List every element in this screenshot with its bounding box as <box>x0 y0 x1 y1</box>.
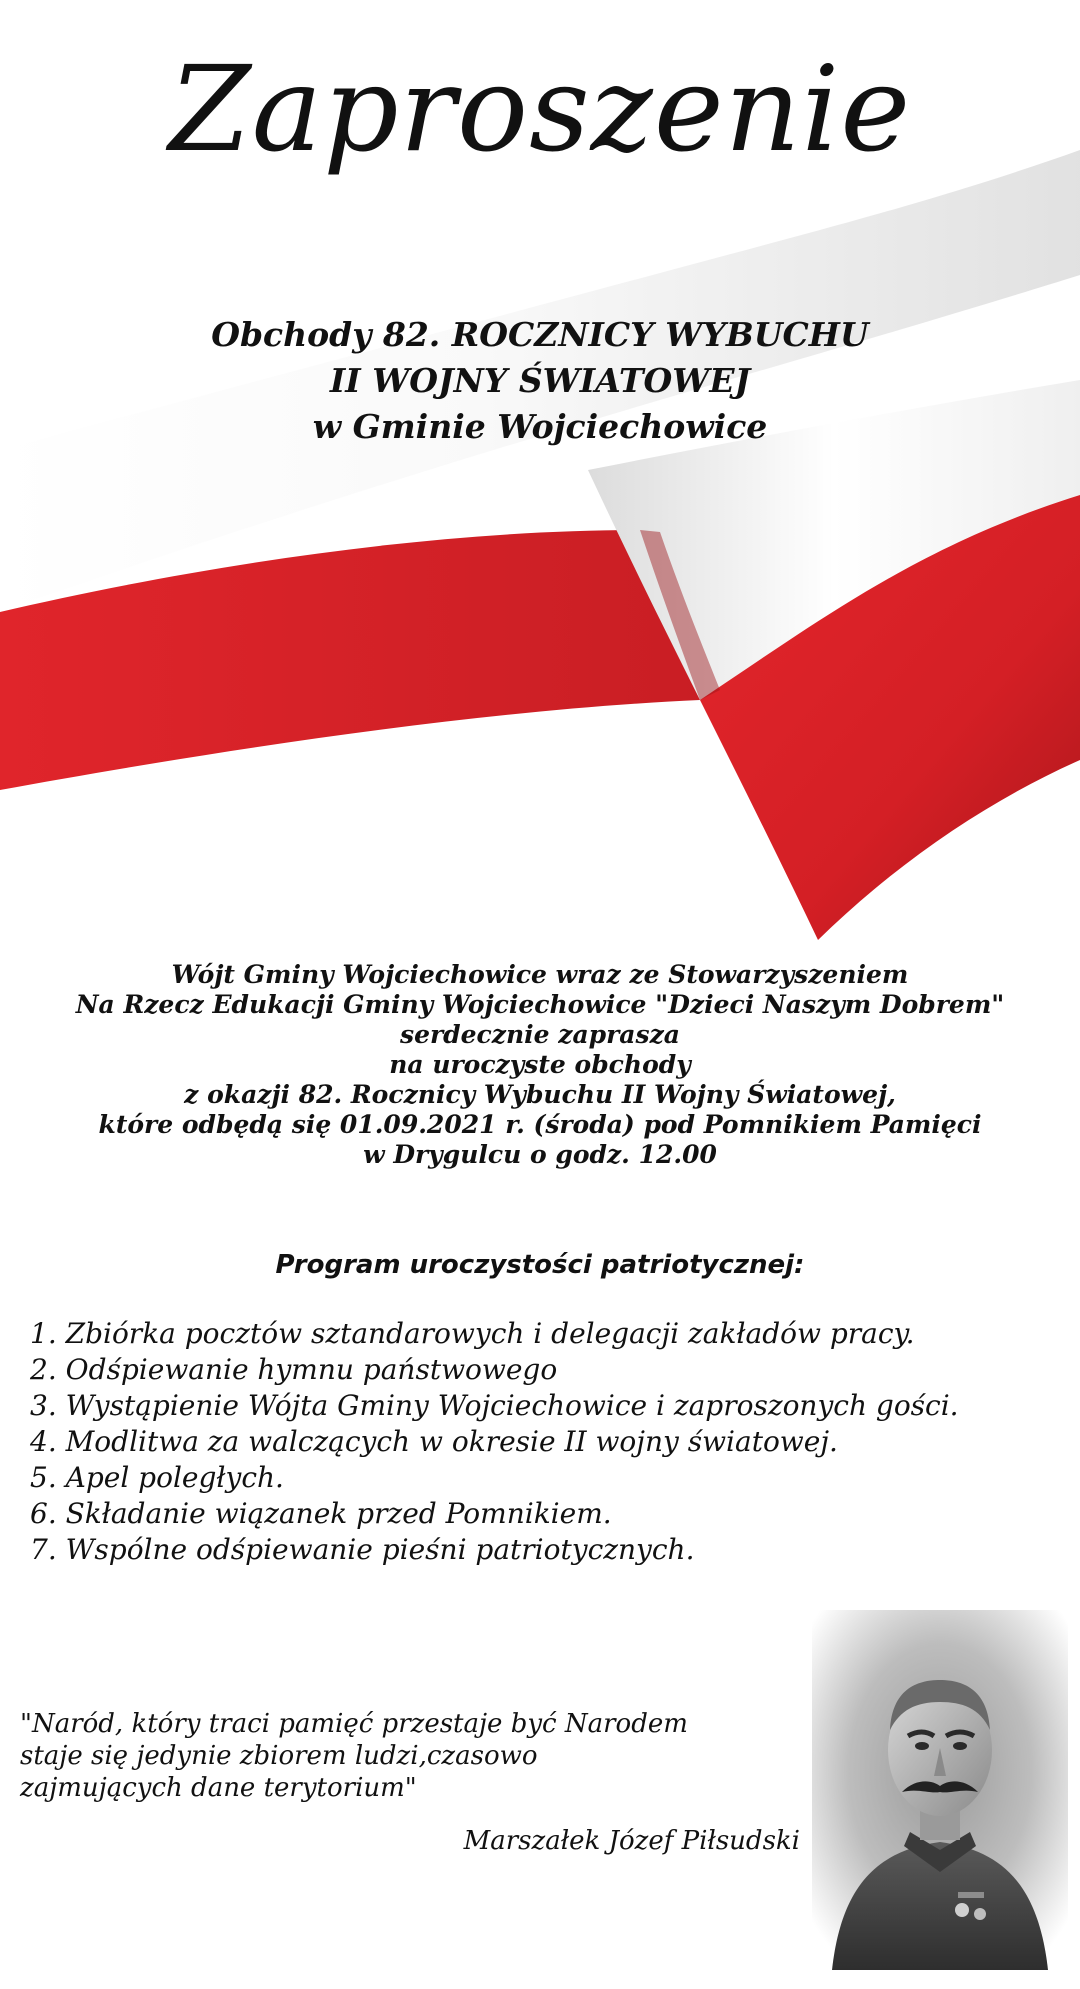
program-item: 1. Zbiórka pocztów sztandarowych i delegacji zakładów pracy. <box>30 1317 915 1350</box>
invitation-line: z okazji 82. Rocznicy Wybuchu II Wojny Światowej, <box>184 1080 896 1109</box>
invitation-line: Wójt Gminy Wojciechowice wraz ze Stowarzyszeniem <box>171 960 909 989</box>
event-subtitle-line: II WOJNY ŚWIATOWEJ <box>329 361 751 400</box>
program-item: 5. Apel poległych. <box>30 1461 284 1494</box>
program-item: 4. Modlitwa za walczących w okresie II wojny światowej. <box>30 1425 838 1458</box>
program-heading: Program uroczystości patriotycznej: <box>275 1250 805 1280</box>
invitation-text <box>0 960 1080 1170</box>
invitation-line: serdecznie zaprasza <box>400 1020 680 1049</box>
program-list <box>30 1316 1070 1568</box>
program-item: 7. Wspólne odśpiewanie pieśni patriotycznych. <box>30 1533 695 1566</box>
quote-line: zajmujących dane terytorium" <box>20 1773 417 1803</box>
quote-author: Marszałek Józef Piłsudski <box>463 1826 800 1856</box>
program-item: 6. Składanie wiązanek przed Pomnikiem. <box>30 1497 612 1530</box>
quote-line: staje się jedynie zbiorem ludzi,czasowo <box>20 1741 538 1771</box>
invitation-line: na uroczyste obchody <box>389 1050 691 1079</box>
event-subtitle-line: Obchody 82. ROCZNICY WYBUCHU <box>211 315 869 354</box>
quote <box>20 1708 810 1804</box>
invitation-line: Na Rzecz Edukacji Gminy Wojciechowice "Dzieci Naszym Dobrem" <box>75 990 1005 1019</box>
program-item: 3. Wystąpienie Wójta Gminy Wojciechowice i zaproszonych gości. <box>30 1389 959 1422</box>
quote-line: "Naród, który traci pamięć przestaje być Narodem <box>20 1709 688 1739</box>
event-subtitle-line: w Gminie Wojciechowice <box>312 407 768 446</box>
invitation-title: Zaproszenie <box>168 40 912 178</box>
invitation-line: które odbędą się 01.09.2021 r. (środa) pod Pomnikiem Pamięci <box>98 1110 982 1139</box>
invitation-line: w Drygulcu o godz. 12.00 <box>363 1140 717 1169</box>
program-item: 2. Odśpiewanie hymnu państwowego <box>30 1353 558 1386</box>
event-subtitle <box>0 312 1080 450</box>
portrait-photo <box>812 1610 1068 1970</box>
